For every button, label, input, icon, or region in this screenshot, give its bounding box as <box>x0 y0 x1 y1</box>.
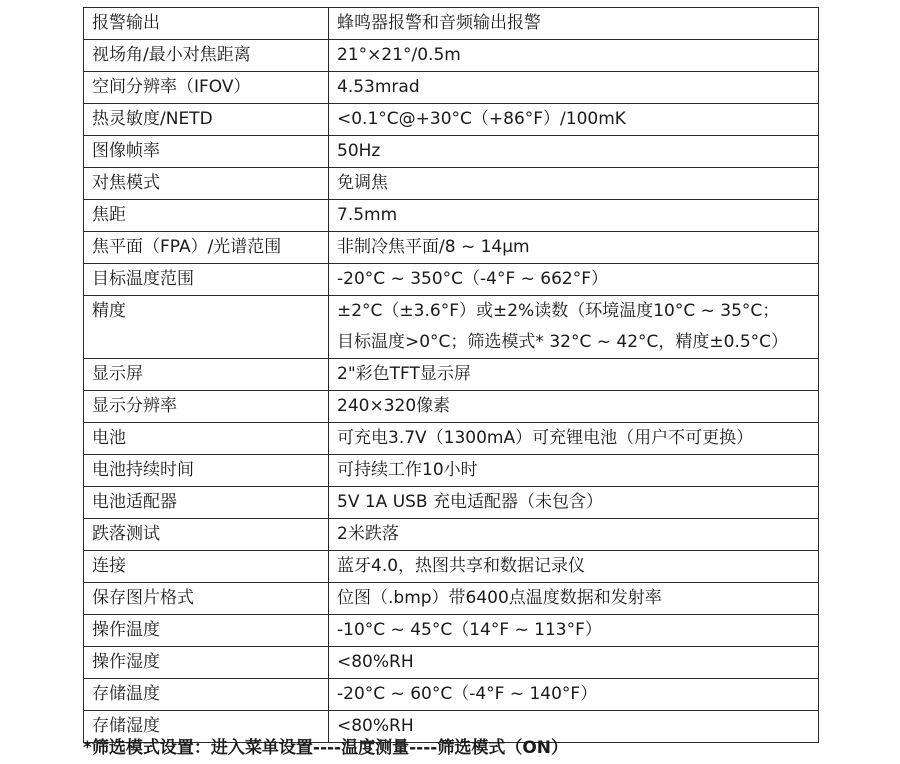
row-label: 跌落测试 <box>84 519 329 551</box>
table-row <box>84 519 819 551</box>
row-label: 操作湿度 <box>84 647 329 679</box>
row-label: 热灵敏度/NETD <box>84 104 329 136</box>
row-label: 焦距 <box>84 200 329 232</box>
table-row <box>84 72 819 104</box>
table-row <box>84 679 819 711</box>
table-row <box>84 583 819 615</box>
row-label: 保存图片格式 <box>84 583 329 615</box>
row-value: 21°×21°/0.5m <box>329 40 819 72</box>
row-label: 报警输出 <box>84 8 329 40</box>
row-value: <80%RH <box>329 647 819 679</box>
row-label: 电池适配器 <box>84 487 329 519</box>
screening-mode-footnote: *筛选模式设置：进入菜单设置----温度测量----筛选模式（ON） <box>83 738 569 758</box>
row-label: 电池持续时间 <box>84 455 329 487</box>
table-row <box>84 136 819 168</box>
row-label: 图像帧率 <box>84 136 329 168</box>
table-row <box>84 168 819 200</box>
row-label: 视场角/最小对焦距离 <box>84 40 329 72</box>
table-row <box>84 264 819 296</box>
row-value-line: 目标温度>0°C；筛选模式* 32°C ~ 42°C，精度±0.5°C） <box>337 332 789 352</box>
row-value: -20°C ~ 60°C（-4°F ~ 140°F） <box>329 679 819 711</box>
cropped-heading-fragment <box>83 0 808 2</box>
row-value: 50Hz <box>329 136 819 168</box>
row-label: 存储温度 <box>84 679 329 711</box>
row-value: 位图（.bmp）带6400点温度数据和发射率 <box>329 583 819 615</box>
row-value: -10°C ~ 45°C（14°F ~ 113°F） <box>329 615 819 647</box>
row-label: 电池 <box>84 423 329 455</box>
row-value: 免调焦 <box>329 168 819 200</box>
row-value: 蜂鸣器报警和音频输出报警 <box>329 8 819 40</box>
row-value: 2米跌落 <box>329 519 819 551</box>
row-value: 蓝牙4.0，热图共享和数据记录仪 <box>329 551 819 583</box>
table-row <box>84 551 819 583</box>
row-label: 显示分辨率 <box>84 391 329 423</box>
row-value: 240×320像素 <box>329 391 819 423</box>
table-row <box>84 200 819 232</box>
table-row <box>84 232 819 264</box>
table-row <box>84 40 819 72</box>
row-value: 4.53mrad <box>329 72 819 104</box>
table-row <box>84 104 819 136</box>
specification-table <box>83 7 819 743</box>
row-value: 可充电3.7V（1300mA）可充锂电池（用户不可更换） <box>329 423 819 455</box>
row-value <box>329 296 819 359</box>
table-row <box>84 455 819 487</box>
row-label: 焦平面（FPA）/光谱范围 <box>84 232 329 264</box>
row-label: 目标温度范围 <box>84 264 329 296</box>
row-label: 显示屏 <box>84 359 329 391</box>
row-value: <0.1°C@+30°C（+86°F）/100mK <box>329 104 819 136</box>
table-row <box>84 296 819 359</box>
row-label: 操作温度 <box>84 615 329 647</box>
row-value: <80%RH <box>329 711 819 743</box>
row-value: 非制冷焦平面/8 ~ 14μm <box>329 232 819 264</box>
table-row <box>84 423 819 455</box>
table-row <box>84 391 819 423</box>
row-label: 空间分辨率（IFOV） <box>84 72 329 104</box>
row-label: 对焦模式 <box>84 168 329 200</box>
table-row <box>84 8 819 40</box>
row-value: 5V 1A USB 充电适配器（未包含） <box>329 487 819 519</box>
table-row <box>84 359 819 391</box>
row-label: 连接 <box>84 551 329 583</box>
row-value: 可持续工作10小时 <box>329 455 819 487</box>
row-value: 2"彩色TFT显示屏 <box>329 359 819 391</box>
row-value: 7.5mm <box>329 200 819 232</box>
row-value-line: ±2°C（±3.6°F）或±2%读数（环境温度10°C ~ 35°C； <box>337 301 780 321</box>
row-label: 精度 <box>84 296 329 359</box>
table-row <box>84 647 819 679</box>
table-row <box>84 487 819 519</box>
table-row <box>84 615 819 647</box>
row-label: 存储湿度 <box>84 711 329 743</box>
row-value: -20°C ~ 350°C（-4°F ~ 662°F） <box>329 264 819 296</box>
